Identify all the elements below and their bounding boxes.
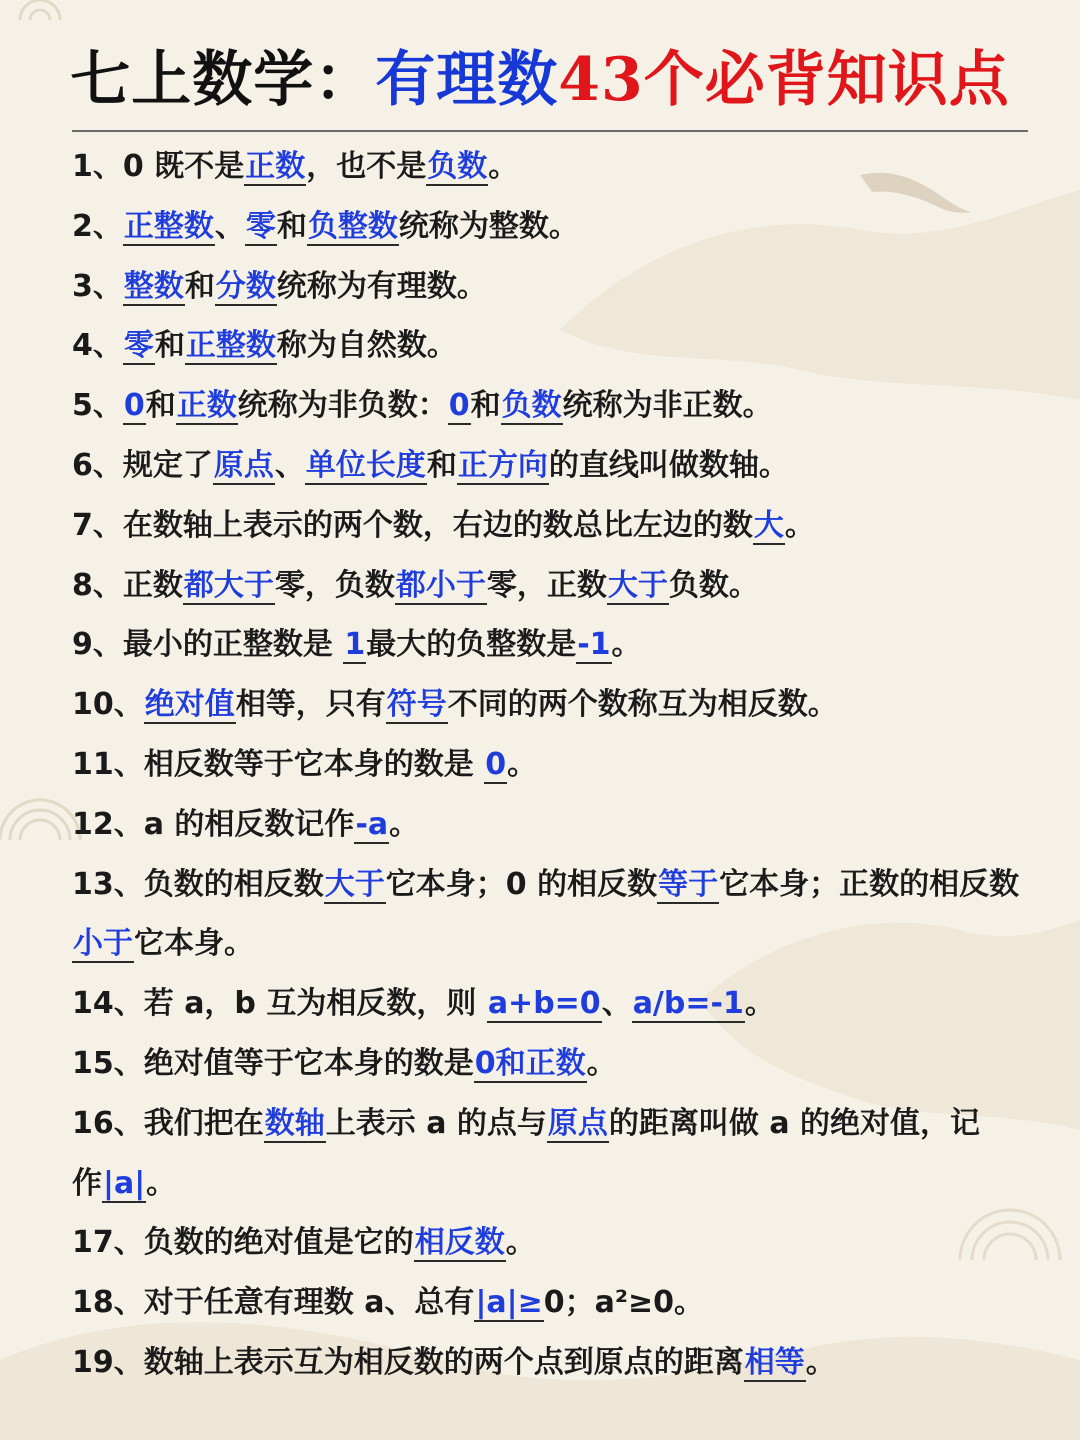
knowledge-point-12 xyxy=(72,795,1032,855)
knowledge-point-16 xyxy=(72,1094,1032,1214)
answer-highlight: 大于 xyxy=(607,567,668,603)
point-text: 、 xyxy=(601,986,632,1022)
point-text: 1、0 既不是 xyxy=(72,149,245,184)
knowledge-point-14 xyxy=(72,974,1032,1034)
point-text: 统称为非正数。 xyxy=(562,388,773,424)
title-topic: 有理数 xyxy=(375,45,559,115)
point-text: 统称为整数。 xyxy=(398,208,579,244)
answer-highlight: 整数 xyxy=(123,268,184,304)
answer-highlight: 1 xyxy=(344,627,366,663)
point-text: 称为自然数。 xyxy=(276,328,457,364)
answer-highlight: 负数 xyxy=(427,149,488,184)
knowledge-point-6 xyxy=(72,436,1032,496)
answer-highlight: 符号 xyxy=(386,687,447,723)
answer-highlight: 绝对值 xyxy=(144,687,235,723)
answer-highlight: 0和正数 xyxy=(474,1045,586,1081)
knowledge-point-5 xyxy=(72,376,1032,436)
answer-highlight: 负数 xyxy=(501,388,562,424)
answer-highlight: 原点 xyxy=(547,1105,608,1141)
point-text: 4、 xyxy=(72,328,123,364)
point-text: 统称为有理数。 xyxy=(276,268,487,304)
answer-highlight: 大 xyxy=(753,507,784,543)
point-text: 。 xyxy=(146,1165,177,1201)
point-text: 。 xyxy=(744,986,775,1022)
point-text: 统称为非负数： xyxy=(237,388,448,424)
point-text: 18、对于任意有理数 a、总有 xyxy=(72,1285,475,1321)
answer-highlight: 都大于 xyxy=(183,567,274,603)
point-text: 、 xyxy=(214,208,245,244)
point-text: 和 xyxy=(276,208,307,244)
knowledge-point-2 xyxy=(72,197,1032,257)
point-text: 3、 xyxy=(72,268,123,304)
point-text: 和 xyxy=(154,328,185,364)
point-text: 零，正数 xyxy=(486,567,607,603)
answer-highlight: 相反数 xyxy=(414,1225,505,1261)
point-text: 10、 xyxy=(72,687,144,723)
knowledge-point-19 xyxy=(72,1333,1032,1393)
point-text: 7、在数轴上表示的两个数，右边的数总比左边的数 xyxy=(72,507,753,543)
point-text: 2、 xyxy=(72,208,123,244)
answer-highlight: 正整数 xyxy=(185,328,276,364)
point-text: 。 xyxy=(611,627,642,663)
point-text: 的距离叫做 a 的绝对值，记作 xyxy=(72,1105,981,1201)
point-text: 它本身。 xyxy=(134,926,254,962)
point-text: 15、绝对值等于它本身的数是 xyxy=(72,1045,474,1081)
knowledge-point-13 xyxy=(72,855,1032,975)
point-text: 上表示 a 的点与 xyxy=(325,1105,547,1141)
knowledge-point-1 xyxy=(72,137,1032,197)
point-text: 17、负数的绝对值是它的 xyxy=(72,1225,414,1261)
point-text: 负数。 xyxy=(668,567,759,603)
answer-highlight: 0 xyxy=(485,746,507,782)
knowledge-point-3 xyxy=(72,257,1032,317)
point-text: 11、相反数等于它本身的数是 xyxy=(72,746,485,782)
point-text: 。 xyxy=(805,1344,836,1380)
point-text: 。 xyxy=(586,1045,617,1081)
point-text: 14、若 a，b 互为相反数，则 xyxy=(72,986,487,1022)
answer-highlight: -1 xyxy=(577,627,611,663)
point-text: 和 xyxy=(145,388,176,424)
answer-highlight: 正数 xyxy=(245,149,306,184)
point-text: 、 xyxy=(274,447,305,483)
knowledge-point-7 xyxy=(72,496,1032,556)
point-text: 它本身；正数的相反数 xyxy=(719,866,1020,902)
point-text: 最大的负整数是 xyxy=(366,627,577,663)
answer-highlight: 大于 xyxy=(324,866,385,902)
knowledge-point-list xyxy=(72,137,1032,1393)
point-text: 8、正数 xyxy=(72,567,183,603)
answer-highlight: 正数 xyxy=(176,388,237,424)
answer-highlight: -a xyxy=(355,806,389,842)
answer-highlight: 0 xyxy=(123,388,145,424)
point-text: 和 xyxy=(426,447,457,483)
knowledge-point-18 xyxy=(72,1273,1032,1333)
point-text: 。 xyxy=(784,507,815,543)
point-text: 16、我们把在 xyxy=(72,1105,264,1141)
point-text: 和 xyxy=(470,388,501,424)
knowledge-point-15 xyxy=(72,1034,1032,1094)
point-text: 9、最小的正整数是 xyxy=(72,627,344,663)
answer-highlight: 相等 xyxy=(744,1344,805,1380)
answer-highlight: 等于 xyxy=(658,866,719,902)
point-text: 19、数轴上表示互为相反数的两个点到原点的距离 xyxy=(72,1344,744,1380)
point-text: 的直线叫做数轴。 xyxy=(548,447,789,483)
knowledge-point-8 xyxy=(72,556,1032,616)
point-text: 12、a 的相反数记作 xyxy=(72,806,355,842)
point-text: 。 xyxy=(507,746,538,782)
title-count: 43个必背知识点 xyxy=(558,45,1010,115)
title-subject: 七上数学： xyxy=(70,45,376,115)
knowledge-point-4 xyxy=(72,316,1032,376)
answer-highlight: 0 xyxy=(448,388,470,424)
answer-highlight: a/b=-1 xyxy=(632,986,744,1022)
answer-highlight: |a|≥ xyxy=(475,1285,543,1321)
knowledge-point-17 xyxy=(72,1213,1032,1273)
answer-highlight: |a| xyxy=(103,1165,146,1201)
point-text: 零，负数 xyxy=(274,567,395,603)
answer-highlight: 零 xyxy=(245,208,276,244)
answer-highlight: 都小于 xyxy=(395,567,486,603)
answer-highlight: 正方向 xyxy=(457,447,548,483)
answer-highlight: 负整数 xyxy=(307,208,398,244)
point-text: 。 xyxy=(389,806,420,842)
point-text: 13、负数的相反数 xyxy=(72,866,324,902)
answer-highlight: 数轴 xyxy=(264,1105,325,1141)
answer-highlight: 零 xyxy=(123,328,154,364)
knowledge-point-10 xyxy=(72,675,1032,735)
answer-highlight: 小于 xyxy=(73,926,133,962)
point-text: 和 xyxy=(184,268,215,304)
answer-highlight: 单位长度 xyxy=(305,447,426,483)
point-text: 6、规定了 xyxy=(72,447,213,483)
answer-highlight: 分数 xyxy=(215,268,276,304)
answer-highlight: 正整数 xyxy=(123,208,214,244)
point-text: ，也不是 xyxy=(306,149,427,184)
point-text: 相等，只有 xyxy=(235,687,386,723)
page-title xyxy=(0,30,1080,130)
point-text: 0；a²≥0。 xyxy=(543,1285,705,1321)
title-divider xyxy=(72,130,1028,132)
knowledge-point-9 xyxy=(72,615,1032,675)
answer-highlight: a+b=0 xyxy=(487,986,601,1022)
knowledge-point-11 xyxy=(72,735,1032,795)
point-text: 它本身；0 的相反数 xyxy=(385,866,658,902)
answer-highlight: 原点 xyxy=(213,447,274,483)
point-text: 5、 xyxy=(72,388,123,424)
point-text: 。 xyxy=(505,1225,536,1261)
point-text: 。 xyxy=(488,149,519,184)
point-text: 不同的两个数称互为相反数。 xyxy=(447,687,838,723)
